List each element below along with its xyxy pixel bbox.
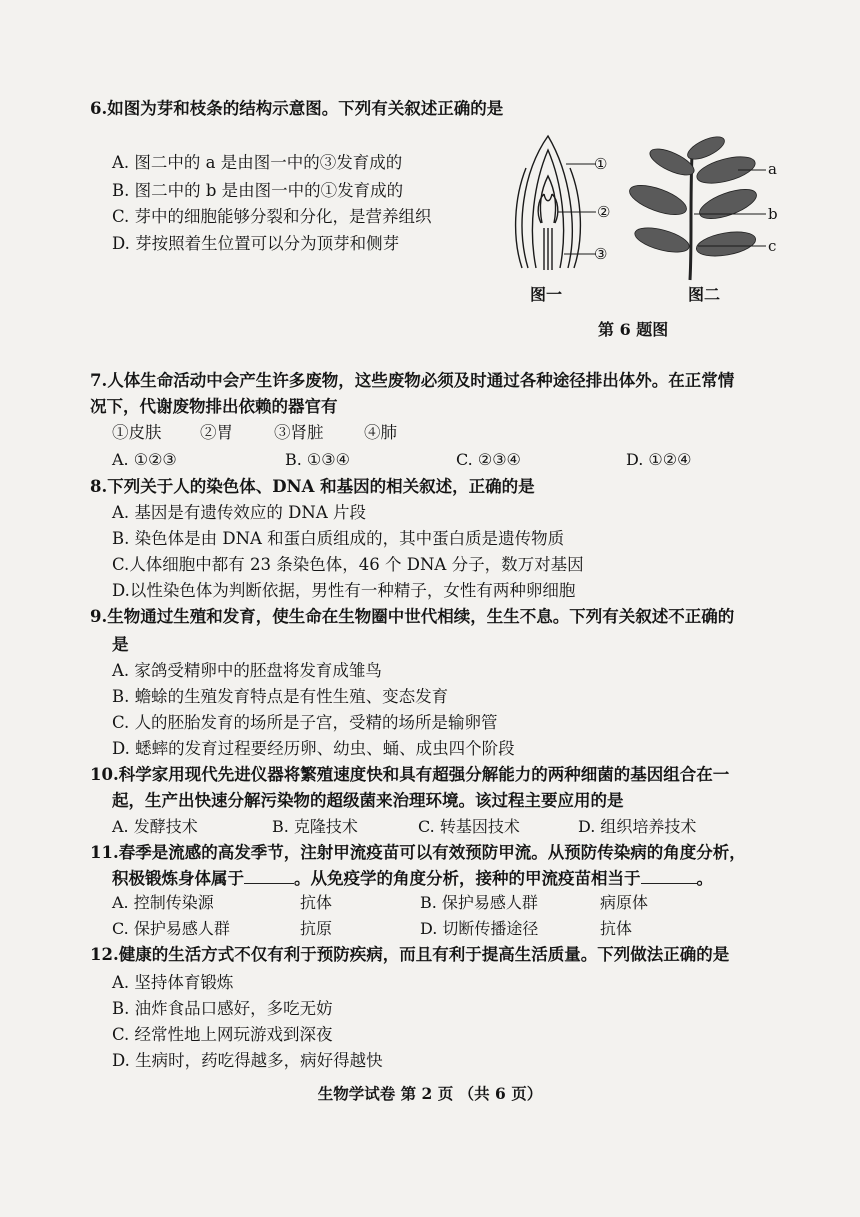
figure-2-twig-diagram xyxy=(628,134,768,284)
q7-option-a: A. ①②③ xyxy=(112,450,177,469)
q9-option-a: A. 家鸽受精卵中的胚盘将发育成雏鸟 xyxy=(112,661,382,680)
q11-stem-line1: 11.春季是流感的高发季节，注射甲流疫苗可以有效预防甲流。从预防传染病的角度分析， xyxy=(90,843,746,862)
q8-option-a: A. 基因是有遗传效应的 DNA 片段 xyxy=(112,503,366,522)
q6-option-b: B. 图二中的 b 是由图一中的①发育成的 xyxy=(112,181,404,200)
q7-option-c: C. ②③④ xyxy=(456,450,521,469)
q6-option-c: C. 芽中的细胞能够分裂和分化，是营养组织 xyxy=(112,207,432,226)
q7-item-1: ①皮肤 xyxy=(112,423,162,442)
q10-option-c: C. 转基因技术 xyxy=(418,817,520,836)
q8-stem: 8.下列关于人的染色体、DNA 和基因的相关叙述，正确的是 xyxy=(90,477,535,496)
q12-stem: 12.健康的生活方式不仅有利于预防疾病，而且有利于提高生活质量。下列做法正确的是 xyxy=(90,945,730,964)
q12-option-d: D. 生病时，药吃得越多，病好得越快 xyxy=(112,1051,383,1070)
q11-option-b-place: B. 保护易感人群 xyxy=(420,893,538,912)
q10-option-d: D. 组织培养技术 xyxy=(578,817,697,836)
q9-option-d: D. 蟋蟀的发育过程要经历卵、幼虫、蛹、成虫四个阶段 xyxy=(112,739,515,758)
q7-stem-line2: 况下，代谢废物排出依赖的器官有 xyxy=(90,397,338,416)
q8-option-d: D.以性染色体为判断依据，男性有一种精子，女性有两种卵细胞 xyxy=(112,581,576,600)
fig2-marker-a: a xyxy=(768,160,777,178)
q11-option-a-place: A. 控制传染源 xyxy=(112,893,214,912)
q6-option-d: D. 芽按照着生位置可以分为顶芽和侧芽 xyxy=(112,234,400,253)
fig1-marker-2: ② xyxy=(597,203,611,221)
q7-item-2: ②胃 xyxy=(200,423,233,442)
fig1-marker-3: ③ xyxy=(594,245,608,263)
q9-stem-line2: 是 xyxy=(112,635,129,654)
q9-option-c: C. 人的胚胎发育的场所是子宫，受精的场所是输卵管 xyxy=(112,713,498,732)
figure-caption: 第 6 题图 xyxy=(598,320,669,339)
q10-option-b: B. 克隆技术 xyxy=(272,817,358,836)
fig2-marker-b: b xyxy=(768,205,778,223)
q7-stem-line1: 7.人体生命活动中会产生许多废物，这些废物必须及时通过各种途径排出体外。在正常情 xyxy=(90,371,735,390)
q12-option-a: A. 坚持体育锻炼 xyxy=(112,973,234,992)
q11-option-a-immune: 抗体 xyxy=(300,893,333,912)
page-footer: 生物学试卷 第 2 页 （共 6 页） xyxy=(317,1084,543,1103)
q6-option-a: A. 图二中的 a 是由图一中的③发育成的 xyxy=(112,153,403,172)
q7-option-d: D. ①②④ xyxy=(626,450,692,469)
q10-stem-line2: 起，生产出快速分解污染物的超级菌来治理环境。该过程主要应用的是 xyxy=(112,791,624,810)
q7-item-4: ④肺 xyxy=(364,423,397,442)
q12-option-b: B. 油炸食品口感好，多吃无妨 xyxy=(112,999,333,1018)
q11-stem-part3: 。 xyxy=(696,869,713,888)
q11-answer-blank-1[interactable] xyxy=(244,883,294,884)
q9-stem-line1: 9.生物通过生殖和发育，使生命在生物圈中世代相续，生生不息。下列有关叙述不正确的 xyxy=(90,607,735,626)
figure-1-bud-diagram xyxy=(508,128,598,278)
q11-option-d-immune: 抗体 xyxy=(600,919,633,938)
q12-option-c: C. 经常性地上网玩游戏到深夜 xyxy=(112,1025,333,1044)
q11-answer-blank-2[interactable] xyxy=(641,883,697,884)
figure-1-label: 图一 xyxy=(530,285,563,304)
q11-option-b-immune: 病原体 xyxy=(600,893,649,912)
q11-option-c-place: C. 保护易感人群 xyxy=(112,919,230,938)
q10-stem-line1: 10.科学家用现代先进仪器将繁殖速度快和具有超强分解能力的两种细菌的基因组合在一 xyxy=(90,765,730,784)
q11-option-d-place: D. 切断传播途径 xyxy=(420,919,539,938)
fig2-marker-c: c xyxy=(768,237,777,255)
figure-2-label: 图二 xyxy=(688,285,721,304)
q11-stem-line2 xyxy=(112,868,713,890)
q11-stem-part1: 积极锻炼身体属于 xyxy=(112,869,244,888)
q7-item-3: ③肾脏 xyxy=(274,423,324,442)
q9-option-b: B. 蟾蜍的生殖发育特点是有性生殖、变态发育 xyxy=(112,687,449,706)
q11-stem-part2: 。从免疫学的角度分析，接种的甲流疫苗相当于 xyxy=(294,869,641,888)
fig1-marker-1: ① xyxy=(594,155,608,173)
q11-option-c-immune: 抗原 xyxy=(300,919,333,938)
q10-option-a: A. 发酵技术 xyxy=(112,817,198,836)
q6-stem: 6.如图为芽和枝条的结构示意图。下列有关叙述正确的是 xyxy=(90,99,504,118)
q8-option-b: B. 染色体是由 DNA 和蛋白质组成的，其中蛋白质是遗传物质 xyxy=(112,529,565,548)
q7-option-b: B. ①③④ xyxy=(285,450,350,469)
q8-option-c: C.人体细胞中都有 23 条染色体，46 个 DNA 分子，数万对基因 xyxy=(112,555,584,574)
